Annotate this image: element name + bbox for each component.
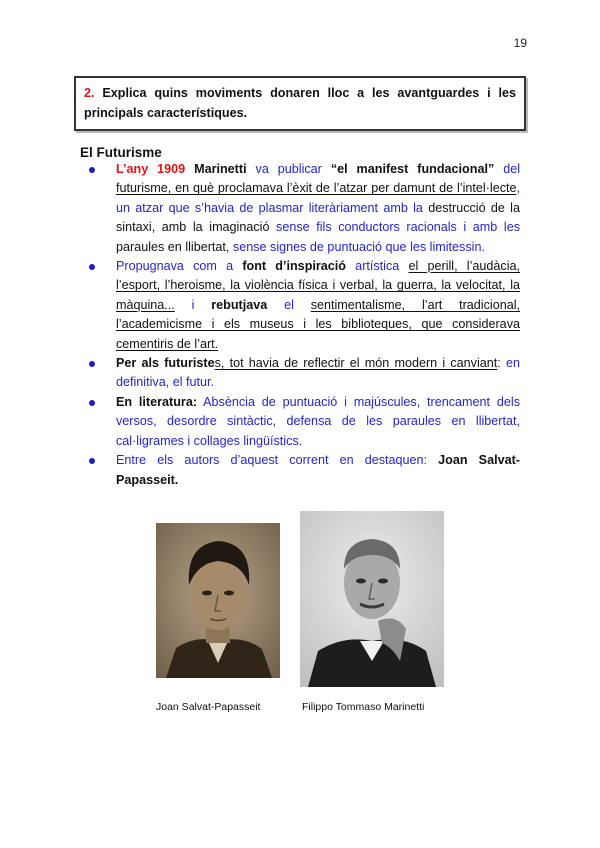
bullet-text: Entre els autors d’aquest corrent en destaquen:	[116, 453, 439, 468]
bullet-text: Per als futuriste	[116, 356, 215, 371]
page-number: 19	[513, 36, 527, 50]
bullet-text: font d’inspiració	[233, 259, 346, 274]
caption-salvat-papasseit: Joan Salvat-Papasseit	[156, 701, 261, 713]
portrait-salvat-papasseit	[156, 523, 280, 678]
bullet-text: Joan Salvat-Papasseit.	[116, 453, 520, 487]
bullet-text: “el manifest fundacional”	[330, 162, 495, 176]
question-box	[74, 76, 526, 131]
bullet-text: artística	[345, 259, 409, 274]
bullet-text: sentimentalisme, l’art tradicional, l’academicisme i els museus i les biblioteques, que considerava cementiris de l’art.	[116, 297, 521, 351]
portrait-image	[156, 523, 280, 678]
bullet-text: i	[174, 297, 212, 312]
bullet-text: : en definitiva, el futur.	[116, 356, 521, 390]
bullet-item-1	[116, 160, 520, 257]
bullet-text: Marinetti	[185, 162, 247, 176]
bullet-text: del	[494, 162, 520, 176]
bullet-text: el	[267, 297, 311, 312]
bullet-text: va publicar	[246, 162, 331, 176]
highlight-date: L’any 1909	[116, 162, 186, 176]
bullet-list	[80, 160, 520, 490]
bullet-text: Absència de puntuació i majúscules, trencament dels versos, desordre sintàctic, defensa de les paraules en llibertat, cal·ligrames i collages lingüístics.	[116, 394, 520, 448]
bullet-text: s, tot havia de reflectir el món modern i canviant	[214, 356, 498, 371]
section-title: El Futurisme	[80, 145, 162, 160]
bullet-text: futurisme, en què proclamava l’èxit de l’atzar per damunt de l’intel·lecte	[116, 181, 517, 196]
question-number: 2.	[84, 86, 95, 100]
bullet-text: paraules en llibertat,	[116, 239, 230, 254]
bullet-text: destrucció de la sintaxi, amb la imaginació	[116, 200, 520, 235]
bullet-item-2	[116, 257, 520, 354]
caption-marinetti: Filippo Tommaso Marinetti	[302, 701, 425, 713]
bullet-item-4	[116, 393, 520, 451]
portrait-image	[300, 511, 444, 687]
bullet-text: sense signes de puntuació que les limitessin.	[229, 239, 485, 254]
bullet-item-5	[116, 451, 520, 490]
bullet-item-3	[116, 354, 520, 393]
question-text: Explica quins moviments donaren lloc a les avantguardes i les principals característiques.	[84, 86, 516, 120]
portrait-marinetti	[300, 511, 444, 687]
bullet-text: En literatura:	[116, 394, 198, 409]
bullet-text: , un atzar que s’havia de plasmar literàriament amb la	[116, 181, 520, 215]
bullet-text: rebutjava	[211, 297, 268, 312]
bullet-text: sense fils conductors racionals i amb les	[269, 220, 520, 235]
bullet-text: el perill, l’audàcia, l’esport, l’heroisme, la violència física i verbal, la guerra, la velocitat, la màquina...	[116, 259, 520, 312]
bullet-text: Propugnava com a	[116, 259, 234, 274]
